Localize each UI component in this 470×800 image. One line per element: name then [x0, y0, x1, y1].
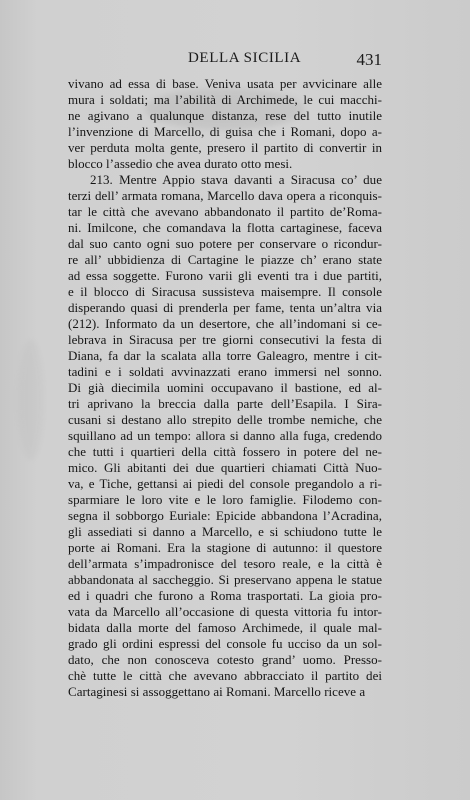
text-line: sparmiare le loro vite e le loro famiglie. Filodemo con- — [68, 492, 382, 507]
text-line: Diana, fa dar la scalata alla torre Galeagro, mentre i cit- — [68, 348, 382, 363]
page-number: 431 — [356, 50, 382, 69]
text-line: mura i soldati; ma l’abilità di Archimede, le cui macchi- — [68, 92, 382, 107]
text-line: l’invenzione di Marcello, di guisa che i Romani, dopo a- — [68, 124, 382, 139]
text-line: ni. Imilcone, che comandava la flotta cartaginese, faceva — [68, 220, 382, 235]
page-header — [70, 50, 380, 74]
binding-shadow — [18, 340, 44, 460]
text-line: terzi dell’ armata romana, Marcello dava opera a riconquis- — [68, 188, 382, 203]
text-line: porte ai Romani. Era la stagione di autunno: il questore — [68, 540, 382, 555]
text-line: tadini e i soldati avvinazzati erano immersi nel sonno. — [68, 364, 382, 379]
text-line: segna il sobborgo Euriale: Epicide abbandona l’Acradina, — [68, 508, 382, 523]
text-line: Cartaginesi si assoggettano ai Romani. Marcello riceve a — [68, 684, 366, 699]
text-line: squillano ad un tempo: allora si danno alla fuga, credendo — [68, 428, 382, 443]
paragraph-start-line: 213. Mentre Appio stava davanti a Siracusa co’ due — [90, 172, 382, 187]
text-line: vivano ad essa di base. Veniva usata per avvicinare alle — [68, 76, 382, 91]
text-line: vata da Marcello all’occasione di questa vittoria fu intor- — [68, 604, 382, 619]
text-line: che tutti i quartieri della città fossero in potere del ne- — [68, 444, 382, 459]
text-line: re all’ ubbidienza di Cartagine le piazze ch’ erano state — [68, 252, 382, 267]
text-line: cusani si destano allo strepito delle trombe nemiche, che — [68, 412, 382, 427]
text-line: gli assediati si danno a Marcello, e si schiudono tutte le — [68, 524, 382, 539]
text-line: dell’armata s’impadronisce del tesoro reale, e la città è — [68, 556, 382, 571]
text-line: dal suo canto ogni suo potere per conservare o ricondur- — [68, 236, 382, 251]
text-line: lebrava in Siracusa per tre giorni consecutivi la festa di — [68, 332, 382, 347]
text-line: disperando quasi di prenderla per fame, tenta un’altra via — [68, 300, 382, 315]
text-line: va, e Tiche, gettansi ai piedi del console pregandolo a ri- — [68, 476, 382, 491]
page-body-text — [68, 76, 382, 700]
text-line: chè tutte le città che avevano abbracciato il partito dei — [68, 668, 382, 683]
text-line: dato, che non conosceva cotesto grand’ uomo. Presso- — [68, 652, 382, 667]
text-line: ad essa soggette. Furono varii gli eventi tra i due partiti, — [68, 268, 382, 283]
text-line: tar le città che avevano abbandonato il partito de’Roma- — [68, 204, 382, 219]
text-line: mico. Gli abitanti dei due quartieri chiamati Città Nuo- — [68, 460, 382, 475]
text-line: ne agivano a qualunque distanza, rese del tutto inutile — [68, 108, 382, 123]
text-line: tri aprivano la breccia dalla parte dell’Esapila. I Sira- — [68, 396, 382, 411]
text-line: e il blocco di Siracusa sussisteva maisempre. Il console — [68, 284, 382, 299]
text-line: (212). Informato da un desertore, che all’indomani si ce- — [68, 316, 382, 331]
text-line: blocco l’assedio che avea durato otto mesi. — [68, 156, 293, 171]
text-line: grado gli ordini espressi del console fu ucciso da un sol- — [68, 636, 382, 651]
text-line: ed i quadri che furono a Roma trasportati. La gioia pro- — [68, 588, 382, 603]
running-title: DELLA SICILIA — [188, 50, 302, 66]
text-line: Di già diecimila uomini occupavano il bastione, ed al- — [68, 380, 382, 395]
text-line: bidata dalla morte del famoso Archimede, il quale mal- — [68, 620, 382, 635]
text-line: abbandonata al saccheggio. Si preservano appena le statue — [68, 572, 382, 587]
text-line: ver perduta molta gente, presero il partito di convertir in — [68, 140, 382, 155]
